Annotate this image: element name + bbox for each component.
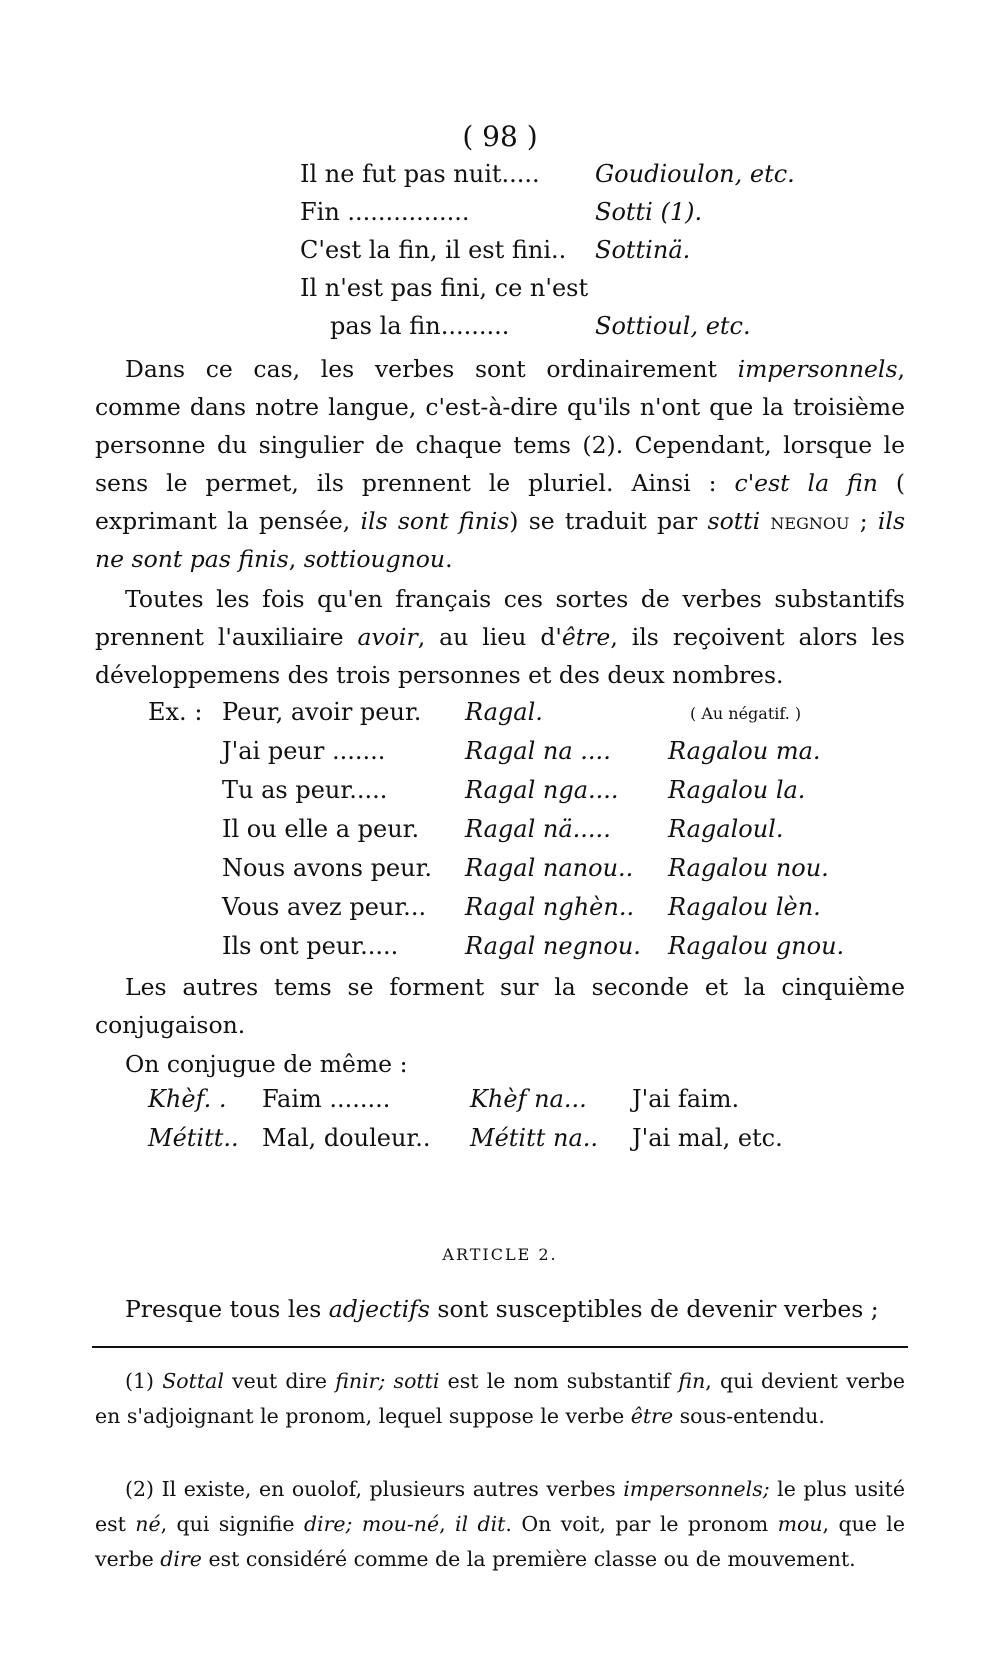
italic-text: dire bbox=[160, 1547, 202, 1571]
footnote-rule bbox=[92, 1346, 908, 1348]
vocab-row bbox=[300, 198, 469, 226]
conj-positive: Ragal nä..... bbox=[465, 815, 611, 843]
conj-negative: Ragalou gnou. bbox=[668, 932, 845, 960]
conj-negative: Ragalou ma. bbox=[668, 737, 821, 765]
italic-text: né bbox=[135, 1512, 161, 1536]
italic-text: impersonnels bbox=[737, 355, 898, 383]
conj-positive: Ragal nga.... bbox=[465, 776, 619, 804]
italic-text: impersonnels; bbox=[623, 1477, 770, 1501]
wolof-term: Sottioul, etc. bbox=[595, 312, 751, 340]
text: . bbox=[445, 545, 453, 573]
conj-french: Il ou elle a peur. bbox=[222, 815, 420, 843]
french-word: Faim ........ bbox=[262, 1085, 391, 1113]
wolof-term: Goudioulon, etc. bbox=[595, 160, 795, 188]
text: (1) bbox=[125, 1369, 163, 1393]
page-number: ( 98 ) bbox=[462, 120, 538, 153]
french-term: C'est la fin, il est fini.. bbox=[300, 236, 567, 264]
italic-text: sotti bbox=[707, 507, 761, 535]
text: sont susceptibles de devenir verbes ; bbox=[429, 1295, 879, 1323]
text: est considéré comme de la première classe ou de mouvement. bbox=[201, 1547, 856, 1571]
text: ; bbox=[849, 507, 878, 535]
italic-text: ils ne sont pas finis bbox=[95, 507, 905, 573]
text: Dans ce cas, les verbes sont ordinairement bbox=[125, 355, 738, 383]
wolof-form: Khèf na... bbox=[470, 1085, 587, 1113]
french-term: pas la fin......... bbox=[330, 312, 510, 340]
text: , au lieu d' bbox=[417, 623, 562, 651]
wolof-word: Métitt.. bbox=[148, 1124, 239, 1152]
paragraph-auxiliary bbox=[95, 580, 905, 694]
vocab-row bbox=[300, 274, 588, 302]
text: , que le verbe bbox=[95, 1512, 905, 1571]
paragraph-impersonal-verbs bbox=[95, 350, 905, 578]
article-heading: ARTICLE 2. bbox=[442, 1245, 558, 1264]
text: , ils reçoivent alors les développemens des trois personnes et des deux nombres. bbox=[95, 623, 905, 689]
conj-french: Nous avons peur. bbox=[222, 854, 433, 882]
text: est le nom substantif bbox=[439, 1369, 679, 1393]
text: (2) Il existe, en ouolof, plusieurs autres verbes bbox=[125, 1477, 624, 1501]
wolof-form: Métitt na.. bbox=[470, 1124, 599, 1152]
wolof-term: Sotti (1). bbox=[595, 198, 703, 226]
conj-french: Vous avez peur... bbox=[222, 893, 427, 921]
text: On conjugue de même : bbox=[125, 1050, 408, 1078]
wolof-word: Khèf. . bbox=[148, 1085, 227, 1113]
text: , bbox=[288, 545, 304, 573]
text: , comme dans notre langue, c'est-à-dire qu'ils n'ont que la troisième personne du singulier de chaque tems (2). Cependant, lorsque le sens le permet, ils prennent le pluriel. Ainsi : bbox=[95, 355, 905, 497]
text: ) se traduit par bbox=[509, 507, 708, 535]
text: , qui devient verbe en s'adjoignant le pronom, lequel suppose le verbe bbox=[95, 1369, 905, 1428]
text: ( exprimant la pensée, bbox=[95, 469, 906, 535]
text: Presque tous les bbox=[125, 1295, 329, 1323]
footnote-1 bbox=[95, 1364, 905, 1434]
text: , bbox=[439, 1512, 455, 1536]
french-word: Mal, douleur.. bbox=[262, 1124, 431, 1152]
french-term: Il n'est pas fini, ce n'est bbox=[300, 274, 589, 302]
text: Toutes les fois qu'en français ces sortes de verbes substantifs prennent l'auxiliaire bbox=[95, 585, 905, 651]
conj-positive: Ragal na .... bbox=[465, 737, 611, 765]
vocab-row bbox=[300, 160, 540, 188]
text: Les autres tems se forment sur la seconde et la cinquième conjugaison. bbox=[95, 973, 905, 1039]
paragraph-adjectives bbox=[95, 1290, 905, 1328]
conj-header-french: Peur, avoir peur. bbox=[222, 698, 422, 726]
italic-text: fin bbox=[678, 1369, 706, 1393]
italic-text: dire; mou-né bbox=[303, 1512, 440, 1536]
small-caps-text: negnou bbox=[760, 507, 850, 535]
french-term: Il ne fut pas nuit..... bbox=[300, 160, 540, 188]
italic-text: c'est la fin bbox=[734, 469, 878, 497]
text: sous-entendu. bbox=[673, 1404, 825, 1428]
wolof-term: Sottinä. bbox=[595, 236, 691, 264]
conj-french: Tu as peur..... bbox=[222, 776, 388, 804]
italic-text: il dit bbox=[455, 1512, 506, 1536]
text: , qui signifie bbox=[160, 1512, 304, 1536]
example-label: Ex. : bbox=[148, 698, 203, 726]
paragraph-other-tenses bbox=[95, 968, 905, 1044]
french-form: J'ai faim. bbox=[632, 1085, 740, 1113]
italic-text: être bbox=[561, 623, 611, 651]
italic-text: mou bbox=[777, 1512, 823, 1536]
conj-french: J'ai peur ....... bbox=[222, 737, 386, 765]
vocab-row bbox=[300, 236, 566, 264]
conj-positive: Ragal negnou. bbox=[465, 932, 641, 960]
italic-text: ils sont finis bbox=[360, 507, 510, 535]
conj-header-negative: ( Au négatif. ) bbox=[690, 704, 802, 723]
french-form: J'ai mal, etc. bbox=[632, 1124, 783, 1152]
conj-header-wolof: Ragal. bbox=[465, 698, 543, 726]
conj-positive: Ragal nanou.. bbox=[465, 854, 634, 882]
conj-negative: Ragalou la. bbox=[668, 776, 806, 804]
vocab-row bbox=[330, 312, 509, 340]
conj-negative: Ragalou nou. bbox=[668, 854, 829, 882]
italic-text: adjectifs bbox=[328, 1295, 430, 1323]
text: le plus usité est bbox=[95, 1477, 905, 1536]
conj-french: Ils ont peur..... bbox=[222, 932, 399, 960]
conj-positive: Ragal nghèn.. bbox=[465, 893, 635, 921]
text: . On voit, par le pronom bbox=[505, 1512, 778, 1536]
italic-text: avoir bbox=[357, 623, 418, 651]
text: veut dire bbox=[223, 1369, 336, 1393]
conj-negative: Ragaloul. bbox=[668, 815, 784, 843]
italic-text: sottiougnou bbox=[303, 545, 446, 573]
italic-text: finir; sotti bbox=[335, 1369, 440, 1393]
footnote-2 bbox=[95, 1472, 905, 1577]
italic-text: être bbox=[630, 1404, 674, 1428]
conj-negative: Ragalou lèn. bbox=[668, 893, 821, 921]
paragraph-conjugate-same bbox=[95, 1045, 905, 1083]
italic-text: Sottal bbox=[162, 1369, 224, 1393]
french-term: Fin ................ bbox=[300, 198, 470, 226]
